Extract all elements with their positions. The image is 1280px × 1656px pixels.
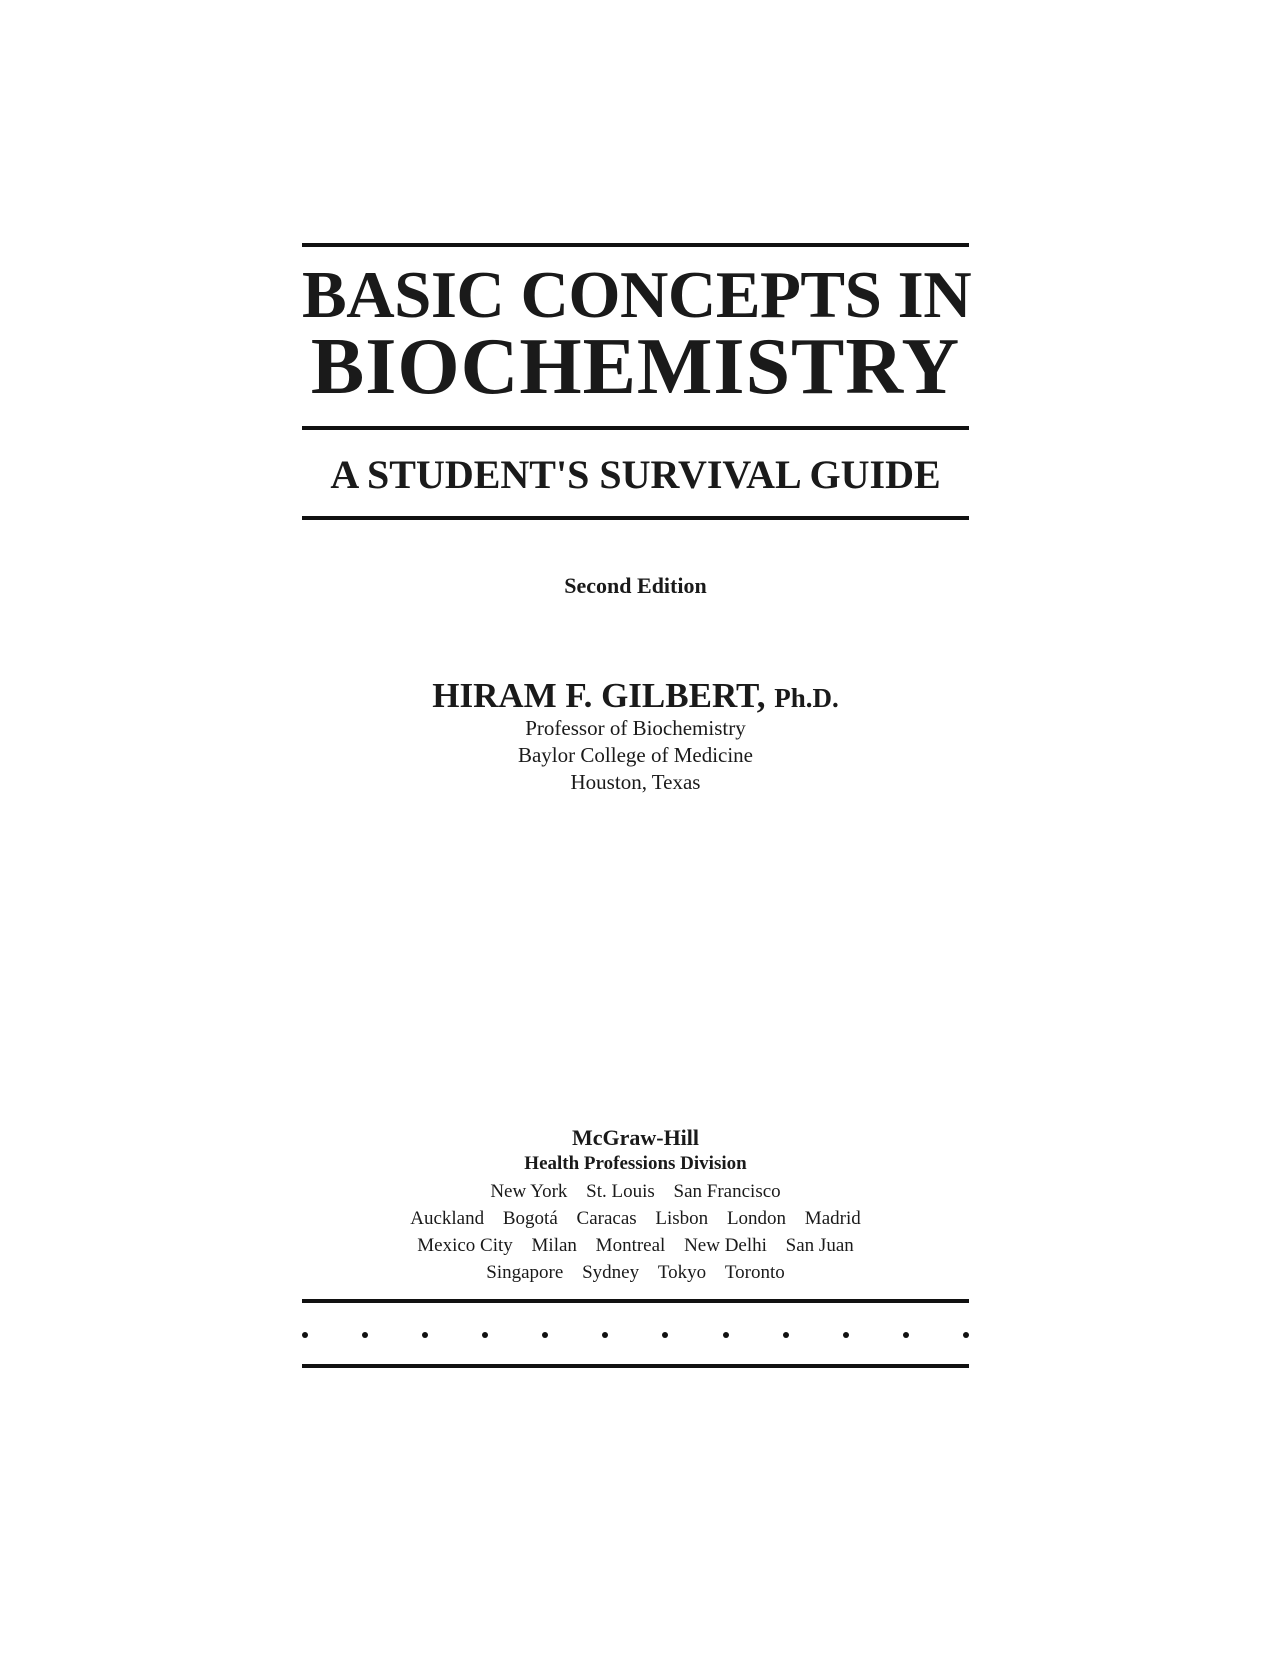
publisher-cities <box>302 1178 969 1286</box>
ornament-dot <box>723 1332 729 1338</box>
affiliation-line: Baylor College of Medicine <box>517 743 754 767</box>
ornament-dot <box>963 1332 969 1338</box>
title-bottom-rule <box>302 426 969 430</box>
affiliation-line: Professor of Biochemistry <box>525 716 746 740</box>
author-name <box>302 678 969 713</box>
city: Singapore <box>486 1262 564 1283</box>
affiliation-line: Houston, Texas <box>570 770 701 794</box>
subtitle: A STUDENT'S SURVIVAL GUIDE <box>330 452 941 497</box>
city: Mexico City <box>417 1235 513 1256</box>
ornament-dot <box>422 1332 428 1338</box>
city-row <box>302 1205 969 1232</box>
city: New York <box>490 1181 568 1202</box>
ornament-dot <box>662 1332 668 1338</box>
city: Madrid <box>804 1208 861 1229</box>
city-row <box>302 1259 969 1286</box>
ornament-dot <box>903 1332 909 1338</box>
footer-top-rule <box>302 1299 969 1303</box>
author-degree: Ph.D. <box>774 683 839 713</box>
dotted-ornament <box>302 1330 969 1340</box>
city: Auckland <box>410 1208 485 1229</box>
ornament-dot <box>362 1332 368 1338</box>
city: Milan <box>531 1235 577 1256</box>
city: Sydney <box>582 1262 640 1283</box>
ornament-dot <box>542 1332 548 1338</box>
city: London <box>726 1208 787 1229</box>
title-line-2: BIOCHEMISTRY <box>310 323 961 411</box>
city-row <box>302 1178 969 1205</box>
ornament-dot <box>843 1332 849 1338</box>
city: San Juan <box>785 1235 854 1256</box>
city: Tokyo <box>657 1262 707 1283</box>
ornament-dot <box>302 1332 308 1338</box>
city: Caracas <box>576 1208 637 1229</box>
ornament-dot <box>783 1332 789 1338</box>
city: Toronto <box>724 1262 785 1283</box>
publisher-division: Health Professions Division <box>524 1153 747 1174</box>
edition: Second Edition <box>564 573 707 598</box>
city: Montreal <box>595 1235 666 1256</box>
city: St. Louis <box>586 1181 655 1202</box>
publisher-name: McGraw-Hill <box>571 1125 700 1150</box>
footer-bottom-rule <box>302 1364 969 1368</box>
ornament-dot <box>482 1332 488 1338</box>
subtitle-bottom-rule <box>302 516 969 520</box>
city: San Francisco <box>673 1181 781 1202</box>
title-line-1: BASIC CONCEPTS IN <box>302 258 972 332</box>
top-rule <box>302 243 969 247</box>
city: Lisbon <box>655 1208 709 1229</box>
city-row <box>302 1232 969 1259</box>
city: New Delhi <box>684 1235 767 1256</box>
city: Bogotá <box>502 1208 558 1229</box>
author-affiliation <box>302 715 969 796</box>
ornament-dot <box>602 1332 608 1338</box>
author-name-text: HIRAM F. GILBERT, <box>432 676 766 715</box>
